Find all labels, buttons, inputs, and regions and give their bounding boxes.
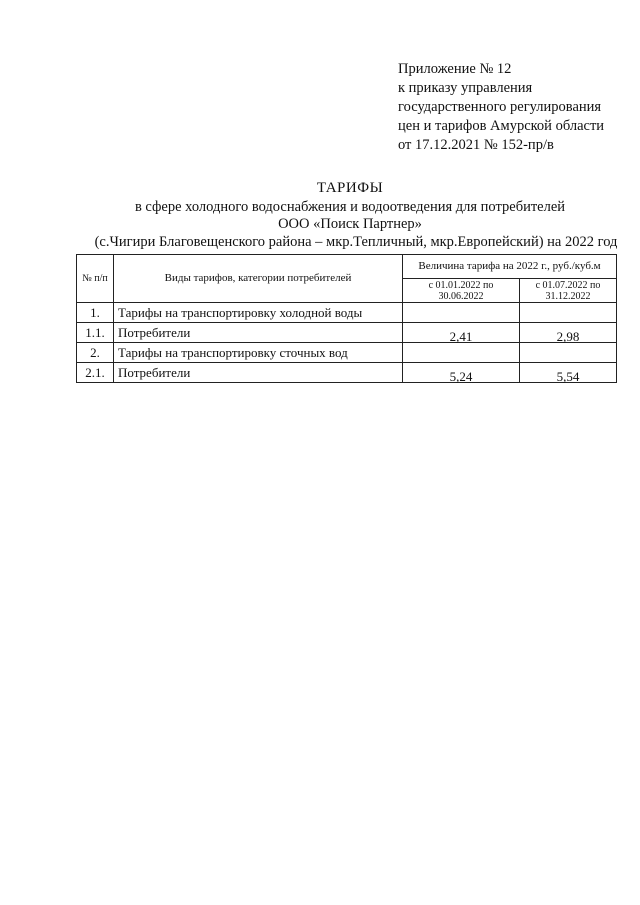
row-name: Тарифы на транспортировку сточных вод: [114, 343, 403, 363]
row-value-2: 2,98: [520, 323, 617, 343]
header-tariff-value: Величина тарифа на 2022 г., руб./куб.м: [403, 255, 617, 279]
tariff-table: [76, 254, 617, 383]
row-value-1: 2,41: [403, 323, 520, 343]
row-value-2: 5,54: [520, 363, 617, 383]
row-name: Потребители: [114, 363, 403, 383]
table-row: [77, 323, 617, 343]
row-number: 2.1.: [77, 363, 114, 383]
appendix-line: к приказу управления: [398, 80, 533, 96]
row-value-1: 5,24: [403, 363, 520, 383]
table-row: [77, 343, 617, 363]
service-area: (с.Чигири Благовещенского района – мкр.Тепличный, мкр.Европейский) на 2022 год: [94, 234, 618, 250]
header-number: № п/п: [77, 255, 114, 303]
table-row: [77, 303, 617, 323]
row-name: Потребители: [114, 323, 403, 343]
organization-name: ООО «Поиск Партнер»: [278, 216, 422, 232]
document-subtitle: в сфере холодного водоснабжения и водоотведения для потребителей: [134, 199, 566, 215]
row-number: 2.: [77, 343, 114, 363]
row-value-1: [403, 303, 520, 323]
document-title: ТАРИФЫ: [316, 180, 384, 196]
appendix-line: Приложение № 12: [398, 61, 512, 77]
row-value-2: [520, 303, 617, 323]
row-number: 1.1.: [77, 323, 114, 343]
row-name: Тарифы на транспортировку холодной воды: [114, 303, 403, 323]
row-number: 1.: [77, 303, 114, 323]
header-period-1: с 01.01.2022 по 30.06.2022: [403, 279, 520, 303]
header-tariff-type: Виды тарифов, категории потребителей: [114, 255, 403, 303]
header-period-2: с 01.07.2022 по 31.12.2022: [520, 279, 617, 303]
row-value-2: [520, 343, 617, 363]
table-row: [77, 363, 617, 383]
appendix-line: от 17.12.2021 № 152-пр/в: [398, 137, 554, 153]
appendix-line: цен и тарифов Амурской области: [398, 118, 605, 134]
appendix-block: [398, 60, 604, 155]
row-value-1: [403, 343, 520, 363]
appendix-line: государственного регулирования: [398, 99, 602, 115]
